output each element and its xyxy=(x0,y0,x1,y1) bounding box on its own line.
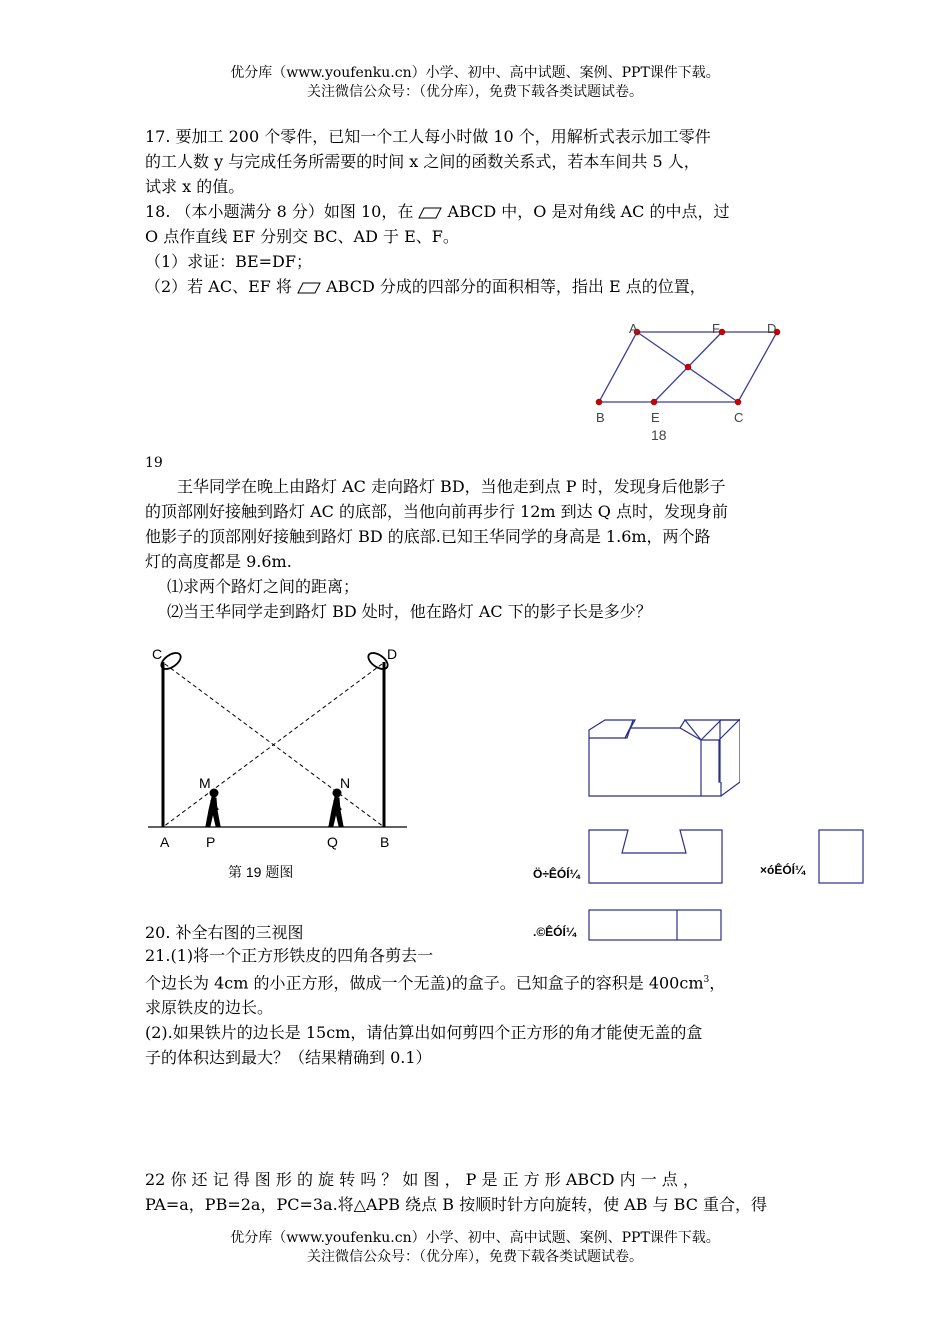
label-a19: A xyxy=(160,834,170,850)
q19-line-1: 王华同学在晚上由路灯 AC 走向路灯 BD，当他走到点 P 时，发现身后他影子 xyxy=(177,477,726,496)
q22-line-2: PA=a，PB=2a，PC=3a.将△APB 绕点 B 按顺时针方向旋转，使 AB 与 BC 重合，得 xyxy=(145,1195,768,1214)
q19-sub-1: ⑴求两个路灯之间的距离； xyxy=(167,577,360,596)
label-c: C xyxy=(734,410,744,425)
label-e: E xyxy=(651,410,660,425)
label-p: P xyxy=(206,834,216,850)
q18-part-2 xyxy=(145,274,815,299)
q18-line-1-start: 18. （本小题满分 8 分）如图 10，在 xyxy=(145,202,414,221)
point-e xyxy=(651,399,657,405)
q21-line-1: 21.(1)将一个正方形铁皮的四角各剪去一 xyxy=(145,946,434,965)
label-b19: B xyxy=(380,834,390,850)
figure-19-caption: 第 19 题图 xyxy=(228,864,294,880)
footer-line-1: 优分库（www.youfenku.cn）小学、初中、高中试题、案例、PPT课件下载。 xyxy=(230,1230,720,1246)
q19-sub-2: ⑵当王华同学走到路灯 BD 处时，他在路灯 AC 下的影子长是多少？ xyxy=(167,602,652,621)
q19-number: 19 xyxy=(145,455,163,471)
label-f: F xyxy=(712,321,720,336)
question-17 xyxy=(145,124,815,199)
label-a: A xyxy=(629,321,638,336)
q21-line-3: 求原铁皮的边长。 xyxy=(145,998,274,1018)
q21-line-2-text: 个边长为 4cm 的小正方形，做成一个无盖)的盒子。已知盒子的容积是 400cm xyxy=(145,973,704,993)
label-n: N xyxy=(340,775,351,791)
q18-part-2-end: ABCD 分成的四部分的面积相等，指出 E 点的位置， xyxy=(326,277,706,296)
page-header xyxy=(0,64,950,102)
q19-line-3: 他影子的顶部刚好接触到路灯 BD 的底部.已知王华同学的身高是 1.6m，两个路 xyxy=(145,527,711,546)
left-view xyxy=(818,829,866,885)
parallelogram-symbol-icon xyxy=(297,282,321,294)
q21-line-2 xyxy=(145,968,815,995)
top-view-label: .©ÊÓÍ¼ xyxy=(533,925,576,939)
q19-line-2: 的顶部刚好接触到路灯 AC 的底部，当他向前再步行 12m 到达 Q 点时，发现身前 xyxy=(145,502,728,521)
header-line-1: 优分库（www.youfenku.cn）小学、初中、高中试题、案例、PPT课件下载。 xyxy=(230,65,720,81)
page-footer xyxy=(0,1229,950,1267)
top-view xyxy=(588,909,724,942)
label-d19: D xyxy=(387,646,398,662)
figure-19 xyxy=(145,640,415,890)
label-d: D xyxy=(767,321,777,336)
point-c xyxy=(735,399,741,405)
point-o xyxy=(685,364,691,370)
front-view-label: Ö÷ÊÓÍ¼ xyxy=(533,867,580,881)
question-18 xyxy=(145,199,815,299)
q17-line-3: 试求 x 的值。 xyxy=(145,177,245,196)
q17-line-1: 17. 要加工 200 个零件，已知一个工人每小时做 10 个，用解析式表示加工零件 xyxy=(145,127,711,146)
question-21 xyxy=(145,943,815,1070)
footer-line-2: 关注微信公众号：（优分库），免费下载各类试题试卷。 xyxy=(307,1249,643,1265)
q18-line-2: O 点作直线 EF 分别交 BC、AD 于 E、F。 xyxy=(145,227,459,246)
q21-line-2-end: ， xyxy=(709,973,726,993)
point-b xyxy=(596,399,602,405)
q21-line-5: 子的体积达到最大？（结果精确到 0.1） xyxy=(145,1048,432,1068)
label-c19: C xyxy=(152,646,163,662)
q18-part-1: （1）求证：BE=DF； xyxy=(145,252,312,271)
label-m: M xyxy=(199,775,211,791)
left-view-label: ×óÊÓÍ¼ xyxy=(760,863,806,877)
parallelogram-symbol-icon xyxy=(418,207,442,219)
q17-line-2: 的工人数 y 与完成任务所需要的时间 x 之间的函数关系式，若本车间共 5 人， xyxy=(145,152,700,171)
label-q: Q xyxy=(327,834,338,850)
q18-part-2-start: （2）若 AC、EF 将 xyxy=(145,277,292,296)
figure-18-caption: 18 xyxy=(651,427,667,443)
label-b: B xyxy=(596,410,605,425)
figure-20-solid xyxy=(585,714,740,799)
q21-superscript: 3 xyxy=(703,975,710,985)
figure-18 xyxy=(585,318,800,448)
q20-text: 20. 补全右图的三视图 xyxy=(145,923,304,942)
header-line-2: 关注微信公众号：（优分库），免费下载各类试题试卷。 xyxy=(307,84,643,100)
question-22 xyxy=(145,1167,815,1217)
q22-line-1: 22 你 还 记 得 图 形 的 旋 转 吗 ？ 如 图 ， P 是 正 方 形 ABCD 内 一 点 ， xyxy=(145,1170,699,1189)
question-19 xyxy=(145,474,815,624)
person-m xyxy=(206,789,220,826)
front-view xyxy=(588,829,724,885)
q18-line-1 xyxy=(145,199,815,224)
q21-line-4: (2).如果铁片的边长是 15cm，请估算出如何剪四个正方形的角才能使无盖的盒 xyxy=(145,1023,703,1043)
person-n xyxy=(329,789,343,826)
q19-line-4: 灯的高度都是 9.6m. xyxy=(145,552,292,571)
q18-line-1-end: ABCD 中，O 是对角线 AC 的中点，过 xyxy=(447,202,730,221)
